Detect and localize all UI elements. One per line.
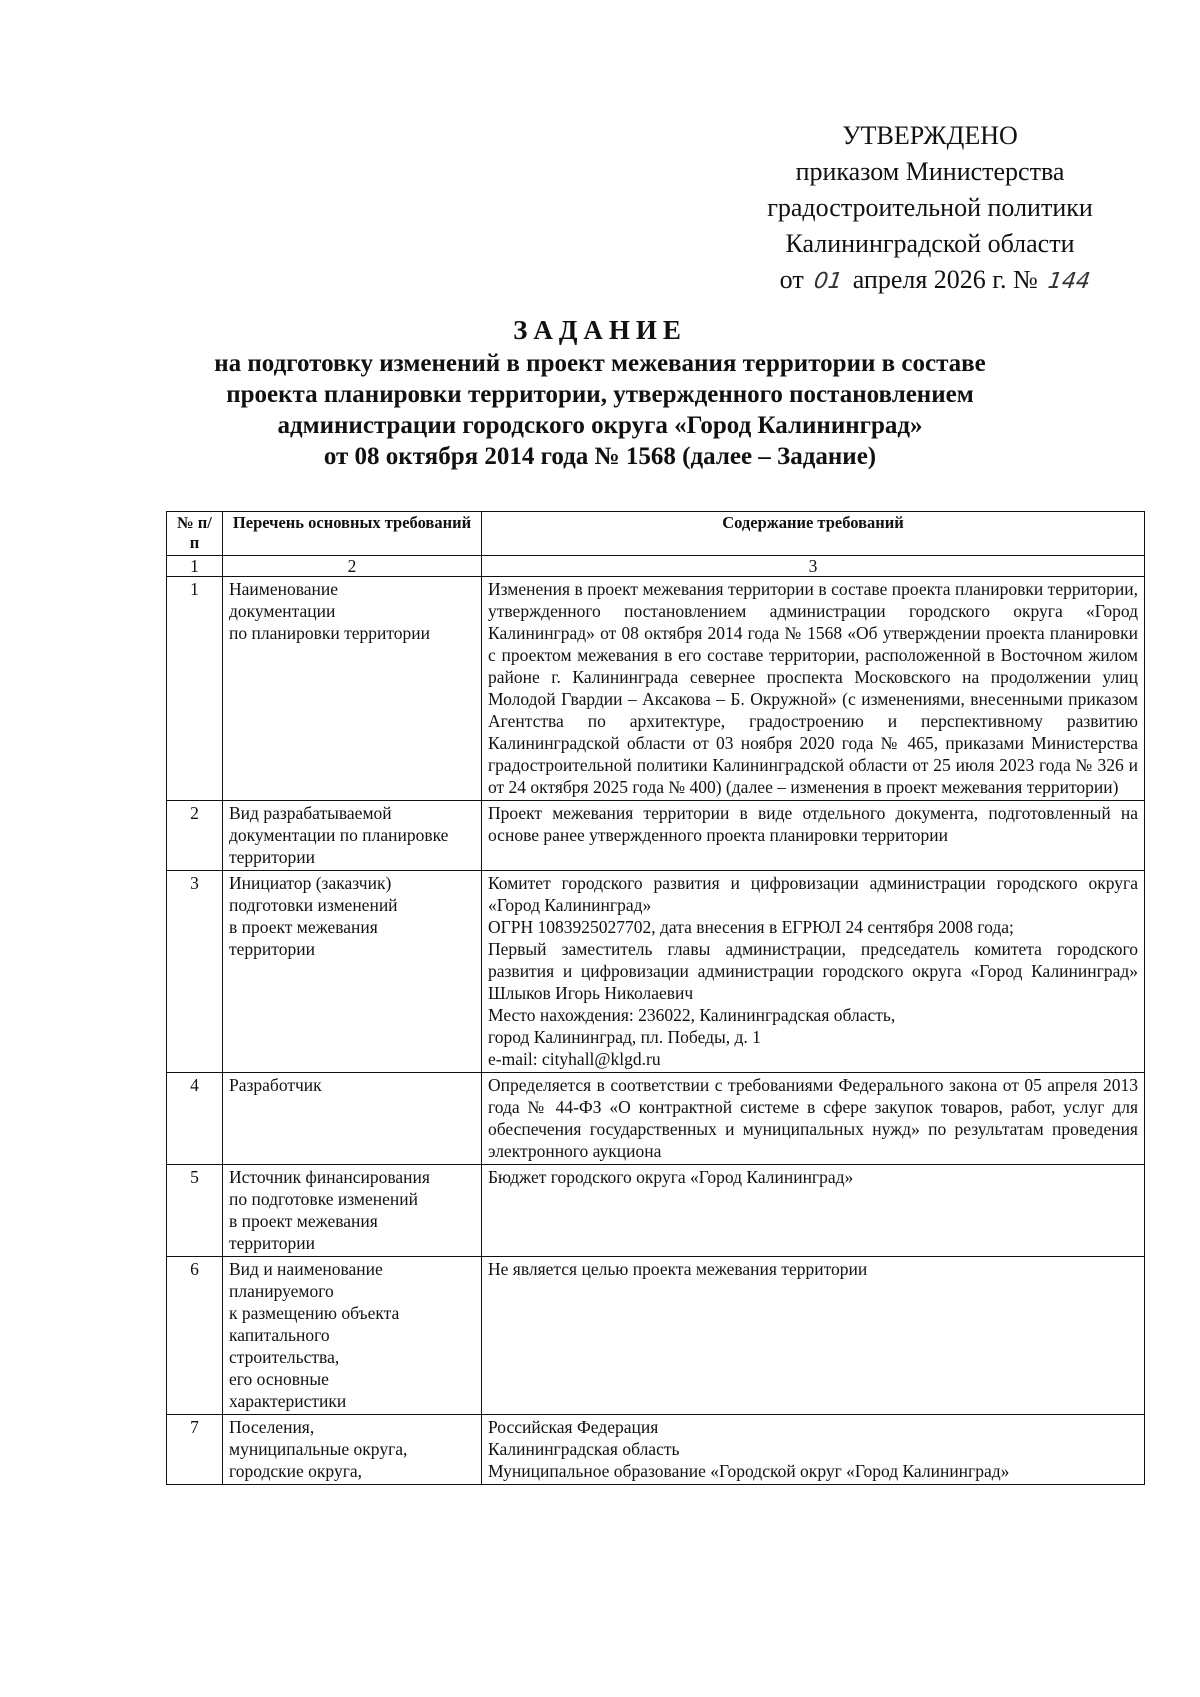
- row-number: 2: [167, 801, 223, 871]
- content-paragraph: Калининградская область: [488, 1439, 680, 1459]
- table-row: [167, 1165, 1145, 1257]
- approval-date-line: [754, 262, 1120, 300]
- header-num: № п/п: [167, 512, 223, 556]
- content-paragraph: Место нахождения: 236022, Калининградская область,: [488, 1005, 896, 1025]
- header-name: Перечень основных требований: [223, 512, 482, 556]
- column-index: 3: [482, 556, 1145, 577]
- table-row: [167, 1073, 1145, 1165]
- row-content: [482, 1073, 1145, 1165]
- content-paragraph: Не является целью проекта межевания территории: [488, 1259, 868, 1279]
- requirements-table: [166, 511, 1145, 1485]
- content-paragraph: Муниципальное образование «Городской округ «Город Калининград»: [488, 1461, 1010, 1481]
- row-number: 1: [167, 577, 223, 801]
- approval-month-year: апреля 2026 г. №: [852, 265, 1038, 294]
- column-index-row: [167, 556, 1145, 577]
- row-requirement: Источник финансирования по подготовке изменений в проект межевания территории: [223, 1165, 482, 1257]
- row-requirement: Вид и наименование планируемого к размещению объекта капитального строительства, его основные характеристики: [223, 1257, 482, 1415]
- title-line-3: администрации городского округа «Город Калининград»: [277, 412, 923, 439]
- row-number: 3: [167, 871, 223, 1073]
- row-content: [482, 801, 1145, 871]
- row-content: [482, 1415, 1145, 1485]
- row-number: 4: [167, 1073, 223, 1165]
- header-content: Содержание требований: [482, 512, 1145, 556]
- content-paragraph: Определяется в соответствии с требованиями Федерального закона от 05 апреля 2013 года № 44-ФЗ «О контрактной системе в сфере закупок товаров, работ, услуг для обеспечения государственных и муниципальных нужд» по результатам проведения электронного аукциона: [488, 1075, 1138, 1161]
- approval-stamp: [740, 118, 1120, 300]
- title-line-1: на подготовку изменений в проект межевания территории в составе: [214, 350, 986, 377]
- row-requirement: Инициатор (заказчик) подготовки изменений в проект межевания территории: [223, 871, 482, 1073]
- approval-region-line: Калининградской области: [785, 229, 1075, 258]
- table-row: [167, 1257, 1145, 1415]
- content-paragraph: ОГРН 1083925027702, дата внесения в ЕГРЮЛ 24 сентября 2008 года;: [488, 917, 1014, 937]
- row-content: [482, 577, 1145, 801]
- content-paragraph: Проект межевания территории в виде отдельного документа, подготовленный на основе ранее утвержденного проекта планировки территории: [488, 803, 1138, 845]
- table-row: [167, 1415, 1145, 1485]
- row-content: [482, 1165, 1145, 1257]
- content-paragraph: город Калининград, пл. Победы, д. 1: [488, 1027, 761, 1047]
- table-row: [167, 801, 1145, 871]
- row-number: 6: [167, 1257, 223, 1415]
- content-paragraph: Российская Федерация: [488, 1417, 659, 1437]
- row-content: [482, 1257, 1145, 1415]
- row-number: 5: [167, 1165, 223, 1257]
- title-line-4: от 08 октября 2014 года № 1568 (далее – Задание): [323, 443, 877, 470]
- content-paragraph: Изменения в проект межевания территории в составе проекта планировки территории, утвержденного постановлением администрации городского округа «Город Калининград» от 08 октября 2014 года № 1568 «Об утверждении проекта планировки с проектом межевания в его составе территории, расположенной в Восточном жилом районе г. Калининграда севернее проспекта Московского на продолжении улиц Молодой Гвардии – Аксакова – Б. Окружной» (с изменениями, внесенными приказом Агентства по архитектуре, градостроению и перспективному развитию Калининградской области от 03 ноября 2020 года № 465, приказами Министерства градостроительной политики Калининградской области от 25 июля 2023 года № 326 и от 24 октября 2025 года № 400) (далее – изменения в проект межевания территории): [488, 579, 1138, 797]
- column-index: 1: [167, 556, 223, 577]
- table-row: [167, 871, 1145, 1073]
- content-paragraph: Комитет городского развития и цифровизации администрации городского округа «Город Калининград»: [488, 873, 1138, 915]
- table-header-row: [167, 512, 1145, 556]
- content-paragraph: Первый заместитель главы администрации, председатель комитета городского развития и цифровизации администрации городского округа «Город Калининград» Шлыков Игорь Николаевич: [488, 939, 1138, 1003]
- row-requirement: Наименование документации по планировки территории: [223, 577, 482, 801]
- row-requirement: Разработчик: [223, 1073, 482, 1165]
- column-index: 2: [223, 556, 482, 577]
- email-text: e-mail: cityhall@klgd.ru: [488, 1049, 661, 1069]
- approval-order-line: приказом Министерства: [795, 157, 1065, 186]
- table-row: [167, 577, 1145, 801]
- title-line-2: проекта планировки территории, утвержденного постановлением: [226, 381, 974, 408]
- content-paragraph: Бюджет городского округа «Город Калининград»: [488, 1167, 854, 1187]
- title-main: ЗАДАНИЕ: [513, 315, 687, 345]
- row-requirement: Поселения, муниципальные округа, городские округа,: [223, 1415, 482, 1485]
- document-title: [150, 312, 1050, 472]
- row-number: 7: [167, 1415, 223, 1485]
- approval-day-handwritten: 01: [812, 269, 845, 294]
- approval-number-handwritten: 144: [1046, 269, 1093, 294]
- row-content: [482, 871, 1145, 1073]
- approval-heading: УТВЕРЖДЕНО: [842, 121, 1018, 150]
- row-requirement: Вид разрабатываемой документации по планировке территории: [223, 801, 482, 871]
- approval-ministry-line: градостроительной политики: [767, 193, 1093, 222]
- approval-date-prefix: от: [779, 265, 804, 294]
